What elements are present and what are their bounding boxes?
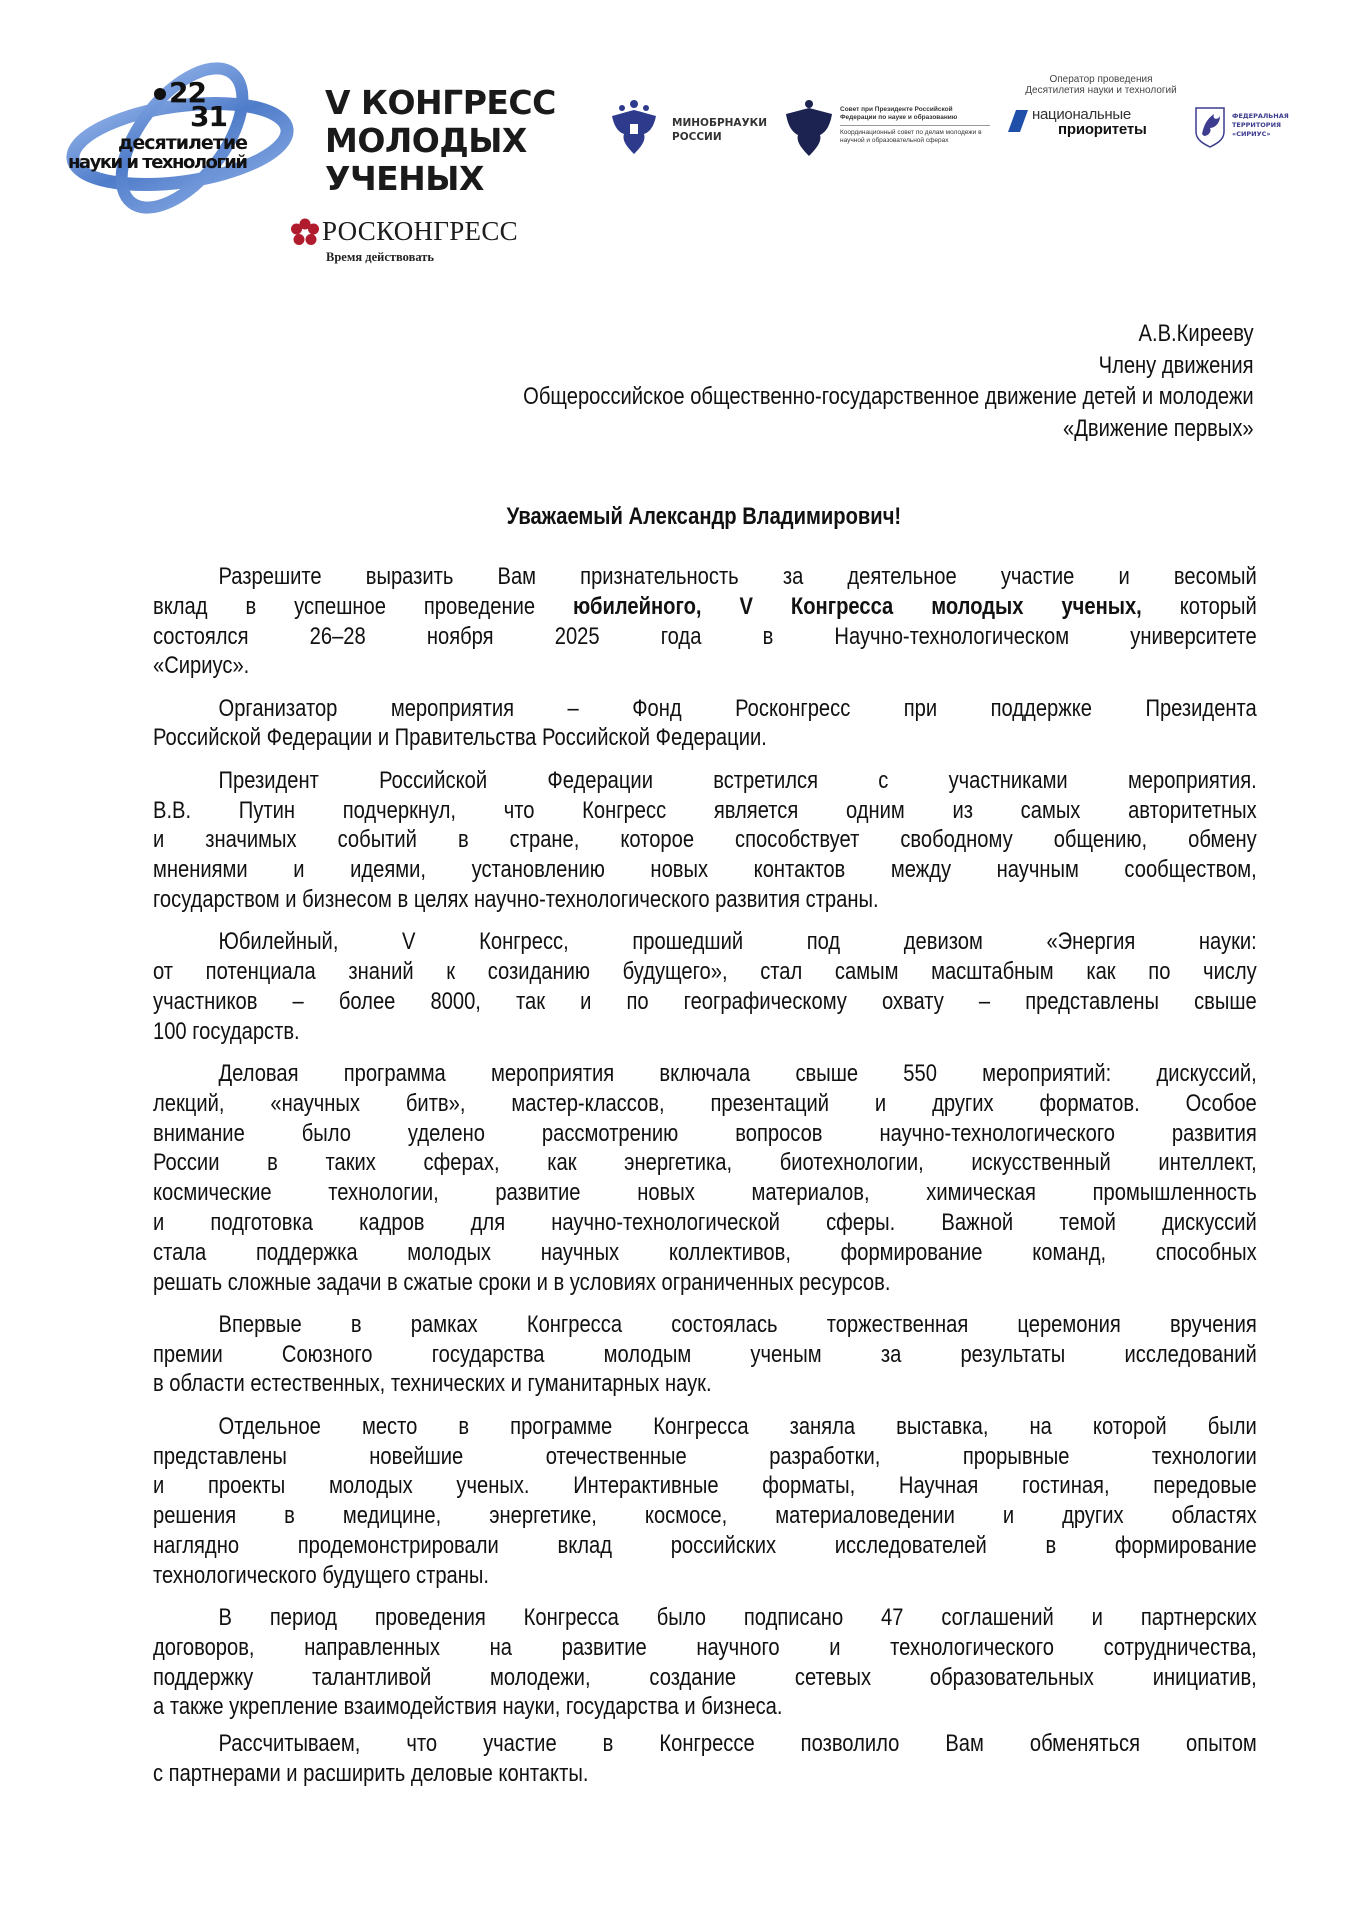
text-line: а также укрепление взаимодействия науки, государства и бизнеса. <box>153 1693 783 1721</box>
emphasis: юбилейного, V Конгресса молодых ученых, <box>573 592 1142 620</box>
decade-line1: десятилетие <box>118 132 248 154</box>
text-line: В период проведения Конгресса было подписано 47 соглашений и партнерских <box>218 1604 1257 1631</box>
slash-mark-icon <box>1008 110 1028 132</box>
addressee-name: А.В.Кирееву <box>1138 320 1254 347</box>
text-line: внимание было уделено рассмотрению вопросов научно-технологического развития <box>153 1119 1257 1147</box>
text-line: Российской Федерации и Правительства Российской Федерации. <box>153 724 767 752</box>
roscongress-flower-icon <box>290 218 320 248</box>
addressee-role: Члену движения <box>1099 351 1254 379</box>
state-eagle-icon <box>784 98 834 158</box>
text-line: Деловая программа мероприятия включала свыше 550 мероприятий: дискуссий, <box>218 1059 1257 1087</box>
text-line: и подготовка кадров для научно-технологической сферы. Важной темой дискуссий <box>153 1208 1257 1236</box>
double-headed-eagle-icon <box>608 98 660 158</box>
text-line: Организатор мероприятия – Фонд Росконгресс при поддержке Президента <box>218 694 1257 722</box>
decade-years-top: 22 <box>154 76 206 109</box>
addressee-block <box>384 318 1254 444</box>
paragraph <box>153 766 1257 915</box>
text-line: 100 государств. <box>153 1017 300 1045</box>
text-line: от потенциала знаний к созиданию будущего», стал самым масштабным как по числу <box>153 958 1257 986</box>
text-line: поддержку талантливой молодежи, создание сетевых образовательных инициатив, <box>153 1663 1257 1691</box>
text-line: России в таких сферах, как энергетика, биотехнологии, искусственный интеллект, <box>153 1149 1257 1177</box>
text-line: мнениями и идеями, установлению новых контактов между научным сообществом, <box>153 856 1257 884</box>
text-line: наглядно продемонстрировали вклад российских исследователей в формирование <box>153 1531 1257 1559</box>
paragraph <box>153 1310 1257 1399</box>
decade-years-bottom: 31 <box>190 100 227 133</box>
text-line: «Сириус». <box>153 652 250 680</box>
paragraph <box>153 927 1257 1046</box>
text-line: космические технологии, развитие новых материалов, химическая промышленность <box>153 1179 1257 1207</box>
decade-line2: науки и технологий <box>68 152 247 173</box>
text-line: и значимых событий в стране, которое способствует свободному общению, обмену <box>153 826 1257 854</box>
text-line: решать сложные задачи в сжатые сроки и в условиях ограниченных ресурсов. <box>153 1268 891 1296</box>
letter-body <box>153 562 1257 1789</box>
paragraph <box>153 1412 1257 1591</box>
operator-caption: Оператор проведения Десятилетия науки и технологий <box>1025 74 1177 96</box>
text-line: с партнерами и расширить деловые контакты. <box>153 1759 589 1787</box>
text-line: Президент Российской Федерации встретился с участниками мероприятия. <box>218 766 1257 794</box>
text-line: представлены новейшие отечественные разработки, прорывные технологии <box>153 1442 1257 1470</box>
dot-icon <box>154 88 166 100</box>
addressee-organization-name: «Движение первых» <box>1063 414 1254 442</box>
griffin-shield-icon <box>1194 104 1226 148</box>
text-line: состоялся 26–28 ноября 2025 года в Научно-технологическом университете <box>153 622 1257 650</box>
text-line: участников – более 8000, так и по географическому охвату – представлены свыше <box>153 987 1257 1015</box>
text-line: стала поддержка молодых научных коллективов, формирование команд, способных <box>153 1238 1257 1266</box>
paragraph <box>153 1603 1257 1722</box>
paragraph <box>153 1059 1257 1297</box>
text-line: в области естественных, технических и гуманитарных наук. <box>153 1370 712 1398</box>
congress-title: V КОНГРЕСС МОЛОДЫХ УЧЕНЫХ <box>325 83 556 198</box>
divider <box>840 125 990 126</box>
sirius-territory-logo: ФЕДЕРАЛЬНАЯ ТЕРРИТОРИЯ «СИРИУС» <box>1194 104 1226 153</box>
text-line: и проекты молодых ученых. Интерактивные форматы, Научная гостиная, передовые <box>153 1472 1257 1500</box>
text-line: премии Союзного государства молодым ученым за результаты исследований <box>153 1340 1257 1368</box>
text-line: В.В. Путин подчеркнул, что Конгресс является одним из самых авторитетных <box>153 796 1257 824</box>
greeting: Уважаемый Александр Владимирович! <box>506 503 902 530</box>
text-line: решения в медицине, энергетике, космосе, материаловедении и других областях <box>153 1502 1257 1530</box>
presidential-council-logo: Совет при Президенте Российской Федерации по науке и образованию Координационный совет по делам молодежи в научной и образовательной сферах <box>784 98 834 163</box>
decade-of-science-logo <box>62 58 302 218</box>
text-line: Юбилейный, V Конгресс, прошедший под девизом «Энергия науки: <box>218 928 1257 956</box>
text-line: договоров, направленных на развитие научного и технологического сотрудничества, <box>153 1633 1257 1661</box>
text-line: Разрешите выразить Вам признательность за деятельное участие и весомый <box>218 563 1257 590</box>
text-line: лекций, «научных битв», мастер-классов, презентаций и других форматов. Особое <box>153 1089 1257 1117</box>
text-line: государством и бизнесом в целях научно-технологического развития страны. <box>153 885 879 913</box>
addressee-organization: Общероссийское общественно-государственное движение детей и молодежи <box>523 383 1254 410</box>
paragraph <box>153 694 1257 754</box>
text-line: технологического будущего страны. <box>153 1561 489 1589</box>
text-line: Впервые в рамках Конгресса состоялась торжественная церемония вручения <box>218 1310 1257 1338</box>
text-line: Рассчитываем, что участие в Конгрессе позволило Вам обменяться опытом <box>218 1730 1257 1758</box>
text-line: Отдельное место в программе Конгресса заняла выставка, на которой были <box>218 1412 1257 1440</box>
paragraph <box>153 562 1257 681</box>
minobrnauki-logo: МИНОБРНАУКИ РОССИИ <box>608 98 660 163</box>
paragraph <box>153 1729 1257 1789</box>
text-line: вклад в успешное проведение юбилейного, V Конгресса молодых ученых, который <box>153 592 1257 620</box>
